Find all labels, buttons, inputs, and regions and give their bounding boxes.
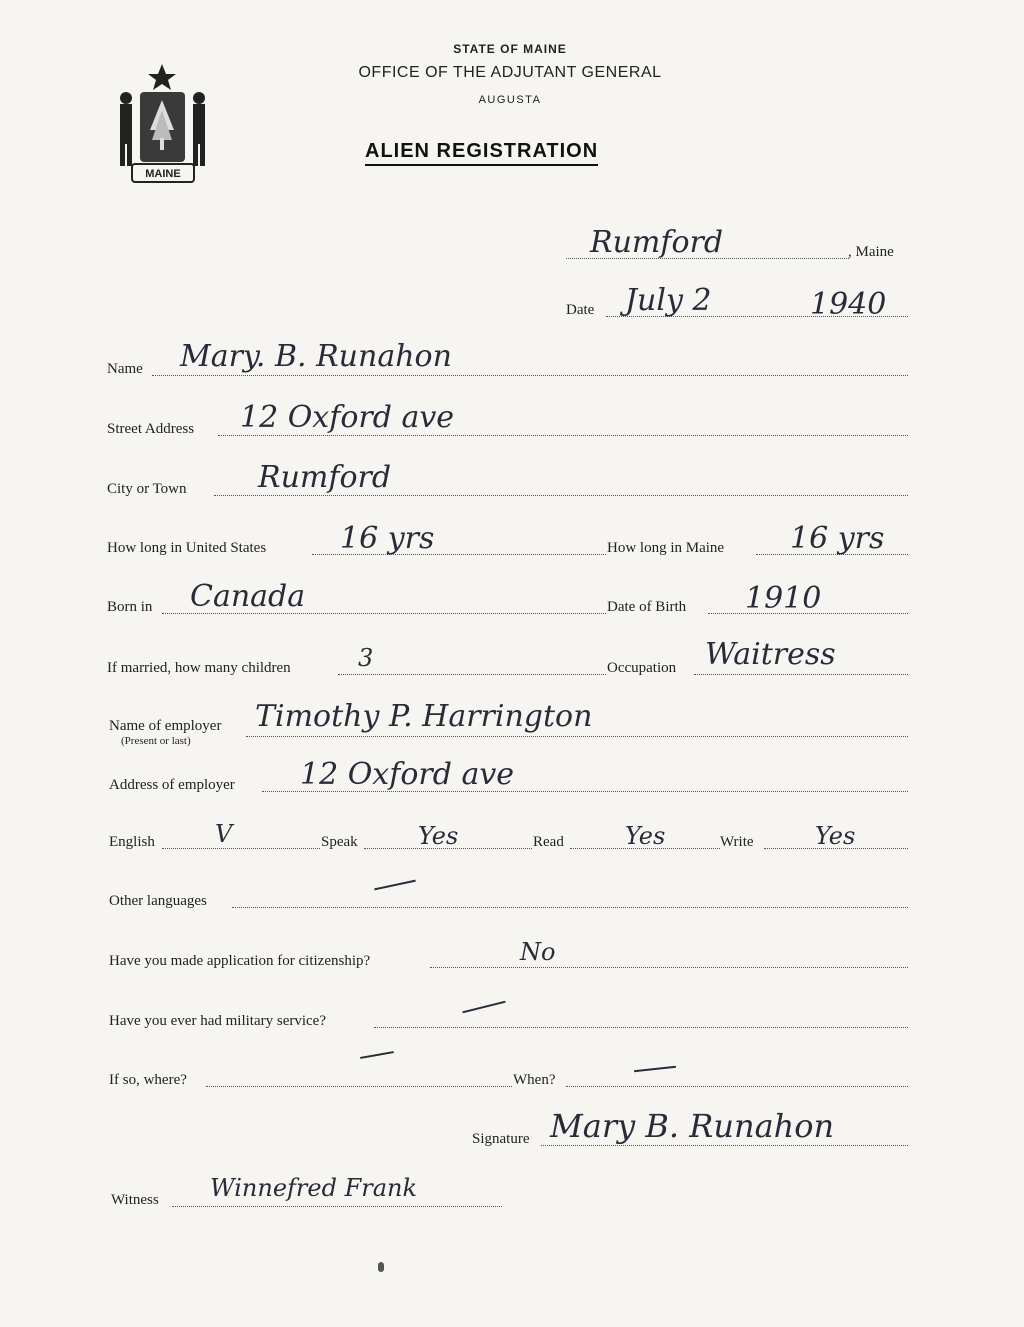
where-line xyxy=(206,1086,512,1087)
dob-label: Date of Birth xyxy=(607,599,687,615)
military-label: Have you ever had military service? xyxy=(109,1013,326,1029)
where-dash xyxy=(360,1051,394,1059)
read-entry: Yes xyxy=(625,822,666,850)
street-entry: 12 Oxford ave xyxy=(240,400,455,435)
other-languages-label: Other languages xyxy=(109,893,207,909)
city-entry: Rumford xyxy=(258,460,392,495)
when-dash xyxy=(634,1066,676,1072)
city-heading: AUGUSTA xyxy=(478,94,542,106)
maine-label: , Maine xyxy=(848,244,894,260)
when-line xyxy=(566,1086,908,1087)
street-line xyxy=(218,435,908,436)
citizenship-entry: No xyxy=(520,938,556,966)
employer-line xyxy=(246,736,908,737)
write-label: Write xyxy=(720,834,754,850)
when-label: When? xyxy=(513,1072,556,1088)
speak-label: Speak xyxy=(321,834,358,850)
date-entry: July 2 xyxy=(625,283,712,318)
english-line xyxy=(162,848,320,849)
children-label: If married, how many children xyxy=(107,660,291,676)
employer-sub-label: (Present or last) xyxy=(121,735,191,747)
military-dash xyxy=(462,1001,505,1014)
children-entry: 3 xyxy=(358,644,374,672)
state-heading: STATE OF MAINE xyxy=(453,42,567,56)
born-in-label: Born in xyxy=(107,599,153,615)
dob-entry: 1910 xyxy=(745,581,822,616)
date-label: Date xyxy=(566,302,595,318)
occupation-line xyxy=(694,674,908,675)
read-label: Read xyxy=(533,834,564,850)
office-heading: OFFICE OF THE ADJUTANT GENERAL xyxy=(358,64,662,81)
name-label: Name xyxy=(107,361,143,377)
street-label: Street Address xyxy=(107,421,195,437)
maine-duration-entry: 16 yrs xyxy=(790,521,885,556)
witness-entry: Winnefred Frank xyxy=(210,1174,418,1202)
signature-line xyxy=(541,1145,908,1146)
where-label: If so, where? xyxy=(109,1072,187,1088)
us-duration-label: How long in United States xyxy=(107,540,267,556)
city-label: City or Town xyxy=(107,481,187,497)
english-entry: V xyxy=(215,820,233,848)
svg-text:MAINE: MAINE xyxy=(145,168,181,180)
name-entry: Mary. B. Runahon xyxy=(180,339,452,374)
us-duration-entry: 16 yrs xyxy=(340,521,435,556)
signature-entry: Mary B. Runahon xyxy=(550,1107,835,1145)
maine-seal-icon xyxy=(110,60,215,188)
born-in-entry: Canada xyxy=(190,579,306,614)
paper-mark xyxy=(378,1262,384,1272)
english-label: English xyxy=(109,834,155,850)
witness-line xyxy=(172,1206,502,1207)
signature-label: Signature xyxy=(472,1131,530,1147)
children-line xyxy=(338,674,606,675)
occupation-entry: Waitress xyxy=(705,637,836,672)
maine-duration-label: How long in Maine xyxy=(607,540,725,556)
city-line xyxy=(214,495,908,496)
occupation-label: Occupation xyxy=(607,660,677,676)
name-line xyxy=(152,375,908,376)
military-line xyxy=(374,1027,908,1028)
witness-label: Witness xyxy=(111,1192,159,1208)
speak-entry: Yes xyxy=(418,822,459,850)
citizenship-line xyxy=(430,967,908,968)
write-entry: Yes xyxy=(815,822,856,850)
form-title: ALIEN REGISTRATION xyxy=(365,140,598,166)
employer-label: Name of employer xyxy=(109,718,222,734)
town-entry: Rumford xyxy=(590,225,724,260)
employer-address-entry: 12 Oxford ave xyxy=(300,757,515,792)
other-languages-line xyxy=(232,907,908,908)
year-entry: 1940 xyxy=(810,287,887,322)
citizenship-label: Have you made application for citizenship? xyxy=(109,953,371,969)
employer-entry: Timothy P. Harrington xyxy=(255,699,593,734)
employer-address-label: Address of employer xyxy=(109,777,235,793)
other-languages-dash xyxy=(374,880,415,891)
